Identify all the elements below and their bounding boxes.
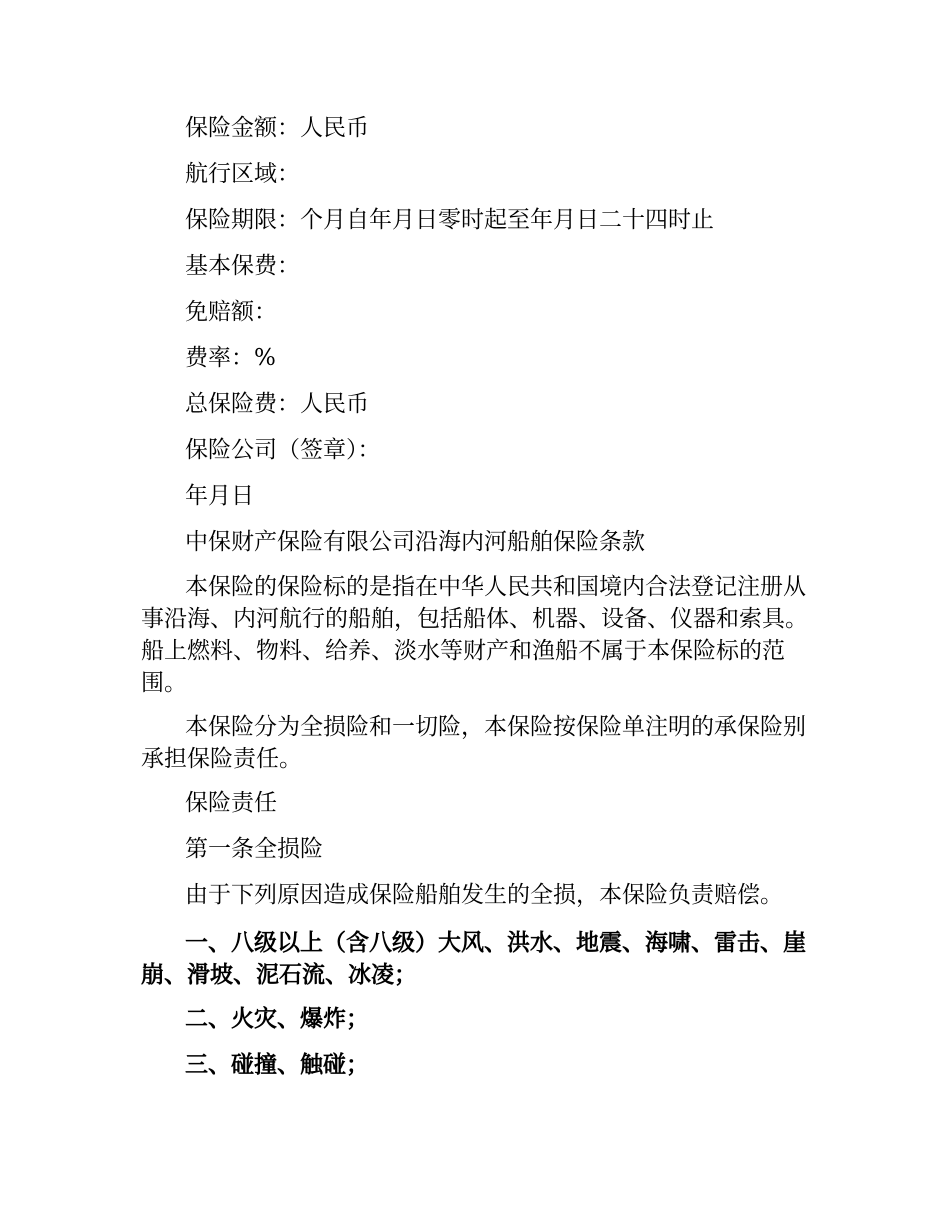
rate-line: 费率：% [185,345,276,371]
sum-insured-line: 保险金额：人民币 [185,115,369,141]
list-item-2: 二、火灾、爆炸； [185,1005,369,1032]
clauses-title: 中保财产保险有限公司沿海内河船舶保险条款 [185,529,645,555]
liability-heading: 保险责任 [185,790,277,816]
insurer-seal-line: 保险公司（签章）： [185,437,381,463]
insurance-period-line: 保险期限：个月自年月日零时起至年月日二十四时止 [185,207,714,233]
article-1-heading: 第一条全损险 [185,836,323,862]
navigation-area-line: 航行区域： [185,161,300,187]
coverage-types-paragraph: 本保险分为全损险和一切险，本保险按保险单注明的承保险别承担保险责任。 [141,714,806,772]
deductible-line: 免赔额： [185,299,277,325]
base-premium-line: 基本保费： [185,253,300,279]
list-item-1: 一、八级以上（含八级）大风、洪水、地震、海啸、雷击、崖崩、滑坡、泥石流、冰凌； [141,929,806,988]
list-item-3: 三、碰撞、触碰； [185,1051,369,1078]
total-premium-line: 总保险费：人民币 [185,391,369,417]
date-line: 年月日 [185,483,254,509]
subject-matter-paragraph: 本保险的保险标的是指在中华人民共和国境内合法登记注册从事沿海、内河航行的船舶，包括船体、机器、设备、仪器和索具。船上燃料、物料、给养、淡水等财产和渔船不属于本保险标的范围。 [141,574,808,696]
article-1-intro: 由于下列原因造成保险船舶发生的全损，本保险负责赔偿。 [185,882,783,908]
